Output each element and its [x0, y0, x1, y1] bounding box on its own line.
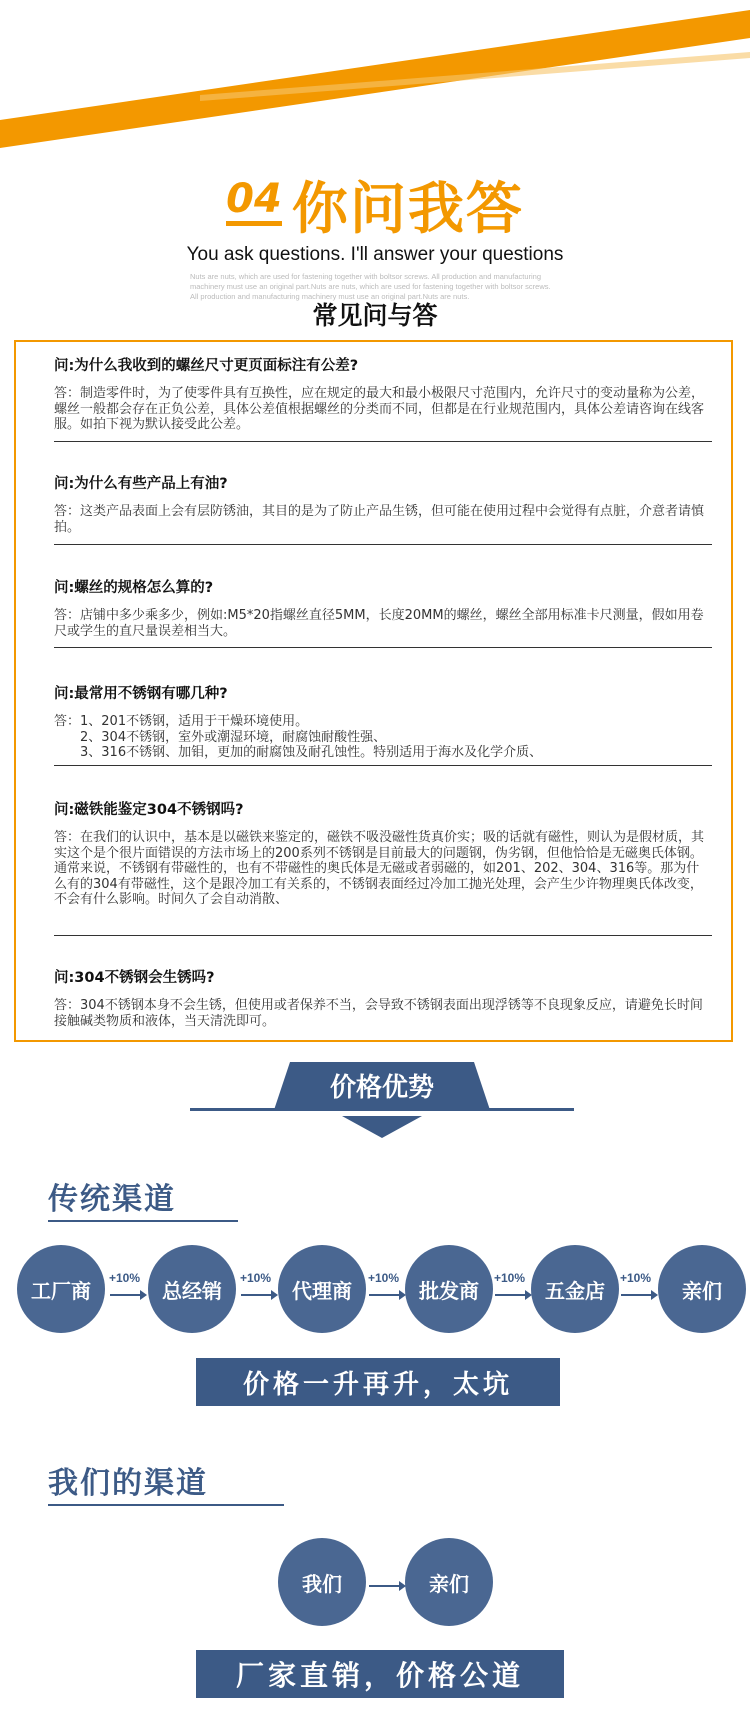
faq-item	[54, 472, 712, 535]
faq-answer: 答：制造零件时，为了使零件具有互换性，应在规定的最大和最小极限尺寸范围内，允许尺寸的变动量称为公差，螺丝一般都会存在正负公差，具体公差值根据螺丝的分类而不同，但都是在行业规范围内，具体公差请咨询在线客服。如拍下视为默认接受此公差。	[54, 386, 705, 432]
faq-divider	[54, 544, 712, 545]
traditional-price-bar: 价格一升再升，太坑	[196, 1358, 560, 1406]
faq-item	[54, 354, 712, 433]
hero-section	[0, 160, 750, 301]
hero-title: 你问我答	[291, 177, 524, 242]
faq-divider	[54, 935, 712, 936]
markup-label: +10%	[240, 1271, 272, 1285]
faq-item	[54, 682, 712, 761]
faq-box	[14, 340, 733, 1042]
faq-item	[54, 798, 712, 908]
faq-answer-line: 答：1、201不锈钢，适用于干燥环境使用。	[54, 714, 309, 729]
top-stripe-decoration	[0, 0, 750, 150]
chain-node: 五金店	[531, 1245, 619, 1333]
chain-node: 总经销	[148, 1245, 236, 1333]
faq-question: 问:为什么有些产品上有油?	[54, 476, 228, 492]
price-advantage-banner	[190, 1062, 574, 1150]
faq-question: 问:为什么我收到的螺丝尺寸更页面标注有公差?	[54, 358, 359, 374]
chain-node: 我们	[278, 1538, 366, 1626]
faq-question: 问:螺丝的规格怎么算的?	[54, 580, 214, 596]
chain-node: 亲们	[658, 1245, 746, 1333]
faq-divider	[54, 647, 712, 648]
faq-divider	[54, 441, 712, 442]
faq-item	[54, 576, 712, 639]
arrow-right-icon	[493, 1285, 533, 1305]
arrow-right-icon	[367, 1285, 407, 1305]
markup-label: +10%	[109, 1271, 141, 1285]
markup-label: +10%	[620, 1271, 652, 1285]
faq-answer: 答：304不锈钢本身不会生锈，但使用或者保养不当，会导致不锈钢表面出现浮锈等不良现象反应，请避免长时间接触碱类物质和液体，当天清洗即可。	[54, 998, 703, 1029]
faq-answer-line: 3、316不锈钢、加钼，更加的耐腐蚀及耐孔蚀性。特别适用于海水及化学介质、	[80, 745, 543, 760]
faq-title: 常见问与答	[312, 301, 438, 330]
our-channel-title: 我们的渠道	[48, 1466, 208, 1501]
faq-answer-line: 2、304不锈钢，室外或潮湿环境，耐腐蚀耐酸性强、	[80, 729, 387, 745]
hero-subtitle: You ask questions. I'll answer your questions	[186, 244, 564, 265]
arrow-right-icon	[108, 1285, 148, 1305]
chain-node: 批发商	[405, 1245, 493, 1333]
arrow-right-icon	[239, 1285, 279, 1305]
faq-answer: 答：在我们的认识中，基本是以磁铁来鉴定的，磁铁不吸没磁性货真价实；吸的话就有磁性，则认为是假材质，其实这个是个很片面错误的方法市场上的200系列不锈钢是目前最大的问题钢，伪劣钢，但他恰恰是无磁奥氏体钢。通常来说，不锈钢有带磁性的，也有不带磁性的奥氏体是无磁或者弱磁的，如201、202、304、316等。那为什么有的304有带磁性，这个是跟冷加工有关系的，不锈钢表面经过冷加工抛光处理，会产生少许物理奥氏体改变，不会有什么影响。时间久了会自动消散、	[54, 830, 705, 907]
chain-node: 亲们	[405, 1538, 493, 1626]
faq-question: 问:最常用不锈钢有哪几种?	[54, 686, 228, 702]
markup-label: +10%	[368, 1271, 400, 1285]
chain-node: 代理商	[278, 1245, 366, 1333]
faq-answer: 答：店铺中多少乘多少，例如:M5*20指螺丝直径5MM，长度20MM的螺丝，螺丝全部用标准卡尺测量，假如用卷尺或学生的直尺量误差相当大。	[54, 608, 704, 639]
our-price-bar: 厂家直销，价格公道	[196, 1650, 564, 1698]
price-banner-text: 价格优势	[329, 1073, 435, 1103]
traditional-channel-title: 传统渠道	[48, 1182, 176, 1217]
arrow-right-icon	[619, 1285, 659, 1305]
faq-question: 问:磁铁能鉴定304不锈钢吗?	[54, 802, 244, 818]
section-number: 04	[226, 179, 282, 226]
faq-question: 问:304不锈钢会生锈吗?	[54, 970, 215, 986]
faq-answer	[54, 714, 712, 761]
our-channel-underline	[48, 1504, 284, 1506]
faq-answer: 答：这类产品表面上会有层防锈油，其目的是为了防止产品生锈，但可能在使用过程中会觉得有点脏，介意者请慎拍。	[54, 504, 705, 535]
faq-item	[54, 966, 712, 1029]
faq-divider	[54, 765, 712, 766]
traditional-channel-underline	[48, 1220, 238, 1222]
markup-label: +10%	[494, 1271, 526, 1285]
hero-small-text: Nuts are nuts, which are used for fastening together with boltsor screws. All production and manufacturing machinery must use an original part.Nuts are nuts, which are used for fastening together with boltsor screws. All production and manufacturing machinery must use an original part.Nuts are nuts.	[190, 272, 551, 301]
arrow-right-icon	[367, 1576, 407, 1596]
chain-node: 工厂商	[17, 1245, 105, 1333]
